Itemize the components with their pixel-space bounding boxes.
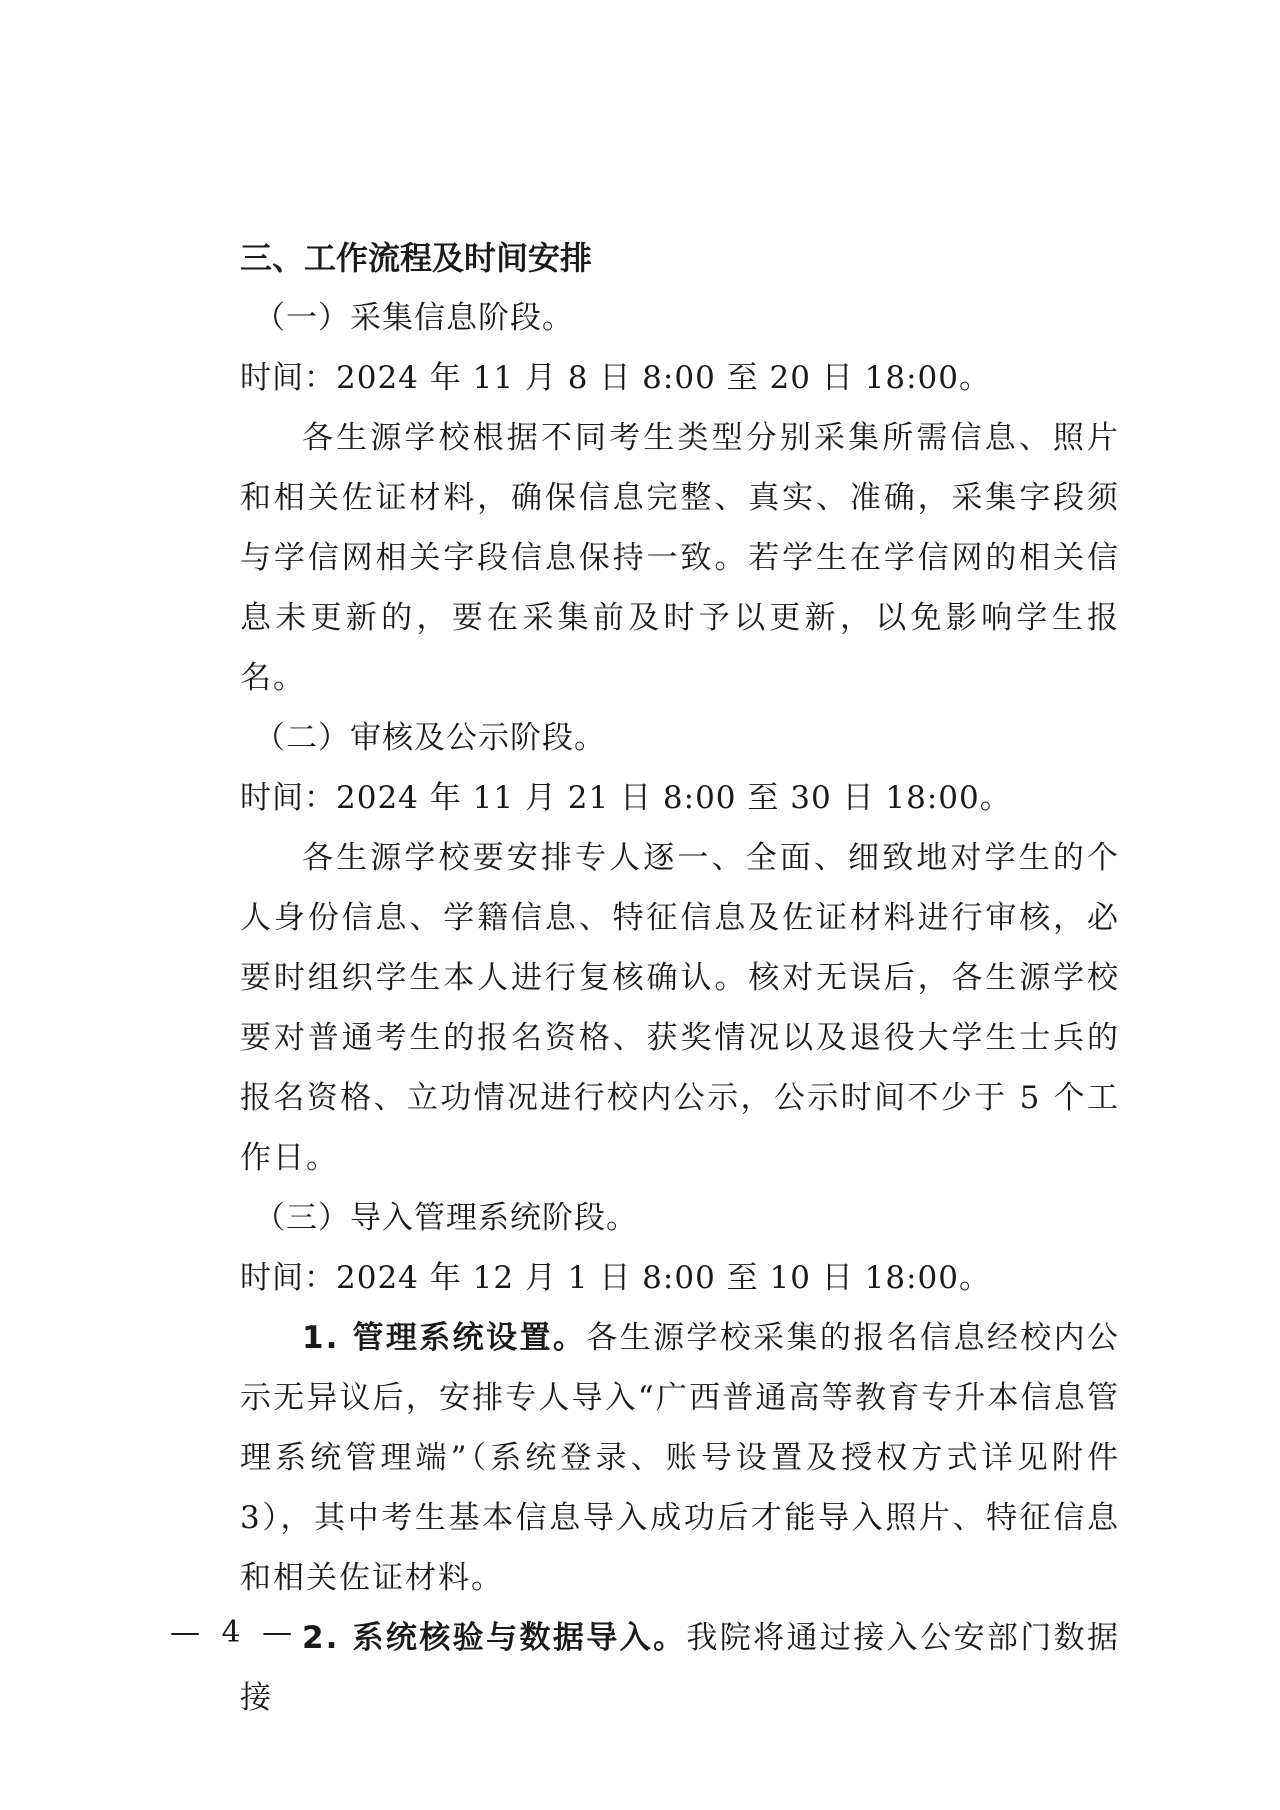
page-number: — 4 — <box>170 1615 299 1650</box>
section-heading: 三、工作流程及时间安排 <box>240 239 593 277</box>
stage1-body: 各生源学校根据不同考生类型分别采集所需信息、照片和相关佐证材料，确保信息完整、真实、准确，采集字段须与学信网相关字段信息保持一致。若学生在学信网的相关信息未更新的，要在采集前及时予以更新，以免影响学生报名。 <box>240 420 1120 696</box>
stage3-item1-lead: 1. 管理系统设置。 <box>302 1320 587 1356</box>
stage3-item2-body: 我院将通过接入公安部门数据接 <box>240 1620 1120 1716</box>
stage3-item1 <box>240 1308 1120 1608</box>
stage2-time: 时间：2024 年 11 月 21 日 8:00 至 30 日 18:00。 <box>240 780 1012 816</box>
stage1-time: 时间：2024 年 11 月 8 日 8:00 至 20 日 18:00。 <box>240 360 991 396</box>
document-body <box>240 228 1120 1728</box>
stage3-item2 <box>240 1608 1120 1728</box>
stage3-item2-lead: 2. 系统核验与数据导入。 <box>302 1620 687 1656</box>
stage3-title: （三）导入管理系统阶段。 <box>254 1200 638 1236</box>
stage1-title: （一）采集信息阶段。 <box>254 300 574 336</box>
stage3-item1-body: 各生源学校采集的报名信息经校内公示无异议后，安排专人导入“广西普通高等教育专升本信息管理系统管理端”（系统登录、账号设置及授权方式详见附件 3），其中考生基本信息导入成功后才能导入照片、特征信息和相关佐证材料。 <box>240 1320 1121 1596</box>
stage2-body: 各生源学校要安排专人逐一、全面、细致地对学生的个人身份信息、学籍信息、特征信息及佐证材料进行审核，必要时组织学生本人进行复核确认。核对无误后，各生源学校要对普通考生的报名资格、获奖情况以及退役大学生士兵的报名资格、立功情况进行校内公示，公示时间不少于 5 个工作日。 <box>240 840 1120 1176</box>
stage2-title: （二）审核及公示阶段。 <box>254 720 606 756</box>
stage3-time: 时间：2024 年 12 月 1 日 8:00 至 10 日 18:00。 <box>240 1260 991 1296</box>
